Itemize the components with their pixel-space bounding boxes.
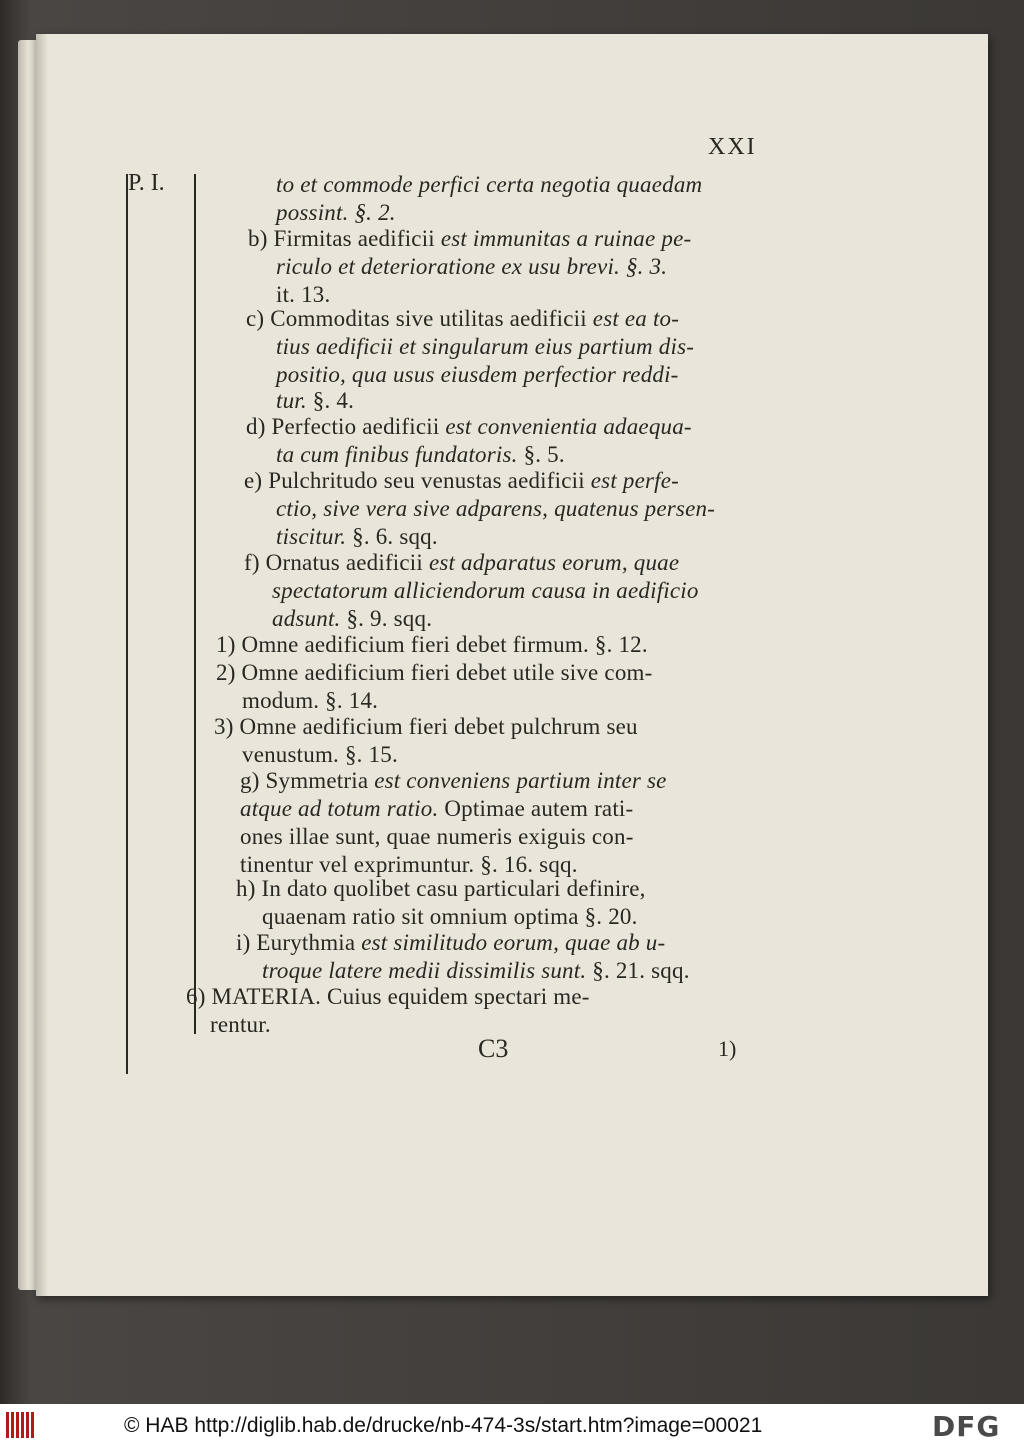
text-line: i) Eurythmia est similitudo eorum, quae ab u-	[236, 930, 666, 955]
text-line: ctio, sive vera sive adparens, quatenus persen-	[276, 496, 716, 521]
text-line: tius aedificii et singularum eius partium dis-	[276, 334, 695, 359]
text-line: quaenam ratio sit omnium optima §. 20.	[262, 904, 638, 929]
page-number: XXI	[708, 134, 757, 160]
text-line: g) Symmetria est conveniens partium inter se	[240, 768, 667, 793]
text-line: c) Commoditas sive utilitas aedificii est ea to-	[246, 306, 680, 331]
text-line: tur. §. 4.	[276, 388, 355, 413]
text-line: 6) MATERIA. Cuius equidem spectari me-	[186, 984, 590, 1009]
part-label: P. I.	[128, 170, 165, 196]
dfg-logo: DFG	[932, 1410, 1001, 1443]
text-line: b) Firmitas aedificii est immunitas a ruinae pe-	[248, 226, 692, 251]
text-line: possint. §. 2.	[276, 200, 396, 225]
text-line: tinentur vel exprimuntur. §. 16. sqq.	[240, 852, 578, 877]
text-line: modum. §. 14.	[242, 688, 379, 713]
text-line: tiscitur. §. 6. sqq.	[276, 524, 438, 549]
text-line: ones illae sunt, quae numeris exiguis con-	[240, 824, 634, 849]
text-line: 1) Omne aedificium fieri debet firmum. §. 12.	[216, 632, 648, 657]
text-line: adsunt. §. 9. sqq.	[272, 606, 433, 631]
footer-copyright: © HAB http://diglib.hab.de/drucke/nb-474-3s/start.htm?image=00021	[124, 1414, 763, 1437]
text-line: atque ad totum ratio. Optimae autem rati-	[240, 796, 634, 821]
text-line: spectatorum alliciendorum causa in aedificio	[272, 578, 699, 603]
footer-bar	[0, 1404, 1024, 1448]
margin-rule-right	[194, 174, 196, 1034]
text-line: f) Ornatus aedificii est adparatus eorum, quae	[244, 550, 680, 575]
hab-logo-icon	[6, 1412, 44, 1440]
text-line: 2) Omne aedificium fieri debet utile sive com-	[216, 660, 653, 685]
text-line: to et commode perfici certa negotia quaedam	[276, 172, 703, 197]
text-line: rentur.	[210, 1012, 271, 1037]
text-line: d) Perfectio aedificii est convenientia adaequa-	[246, 414, 692, 439]
signature-mark: C3	[478, 1034, 509, 1063]
text-line: h) In dato quolibet casu particulari definire,	[236, 876, 646, 901]
text-line: it. 13.	[276, 282, 331, 307]
text-line: positio, qua usus eiusdem perfectior reddi-	[276, 362, 679, 387]
text-line: riculo et deterioratione ex usu brevi. §. 3.	[276, 254, 668, 279]
book-page	[36, 34, 988, 1296]
text-line: venustum. §. 15.	[242, 742, 398, 767]
text-line: ta cum finibus fundatoris. §. 5.	[276, 442, 565, 467]
margin-rule-left	[126, 174, 128, 1074]
catchword: 1)	[718, 1036, 737, 1061]
text-line: troque latere medii dissimilis sunt. §. 21. sqq.	[262, 958, 690, 983]
text-line: 3) Omne aedificium fieri debet pulchrum seu	[214, 714, 638, 739]
text-line: e) Pulchritudo seu venustas aedificii est perfe-	[244, 468, 679, 493]
